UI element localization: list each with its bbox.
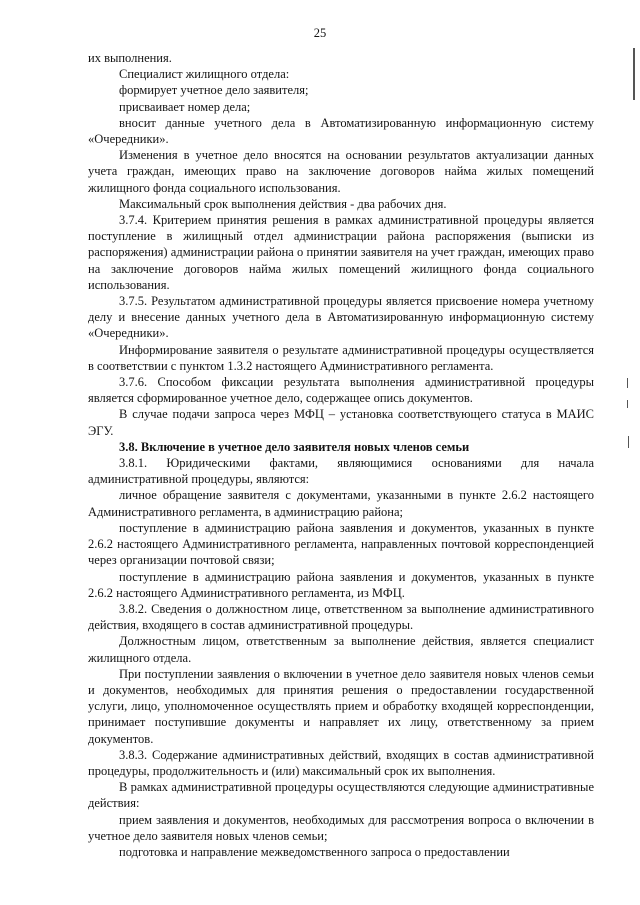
paragraph: прием заявления и документов, необходимых для рассмотрения вопроса о включении в учетное дело заявителя новых членов семьи; xyxy=(88,812,594,843)
scan-edge-mark xyxy=(627,400,628,408)
paragraph: Информирование заявителя о результате административной процедуры осуществляется в соответствии с пунктом 1.3.2 настоящего Административного регламента. xyxy=(88,342,594,373)
paragraph: 3.8.3. Содержание административных действий, входящих в состав административной процедуры, продолжительность и (или) максимальный срок их выполнения. xyxy=(88,747,594,778)
paragraph: вносит данные учетного дела в Автоматизированную информационную систему «Очередники». xyxy=(88,115,594,147)
paragraph: поступление в администрацию района заявления и документов, указанных в пункте 2.6.2 настоящего Административного регламента, из МФЦ. xyxy=(88,569,594,600)
paragraph: В случае подачи запроса через МФЦ – установка соответствующего статуса в МАИС ЭГУ. xyxy=(88,407,594,438)
paragraph: личное обращение заявителя с документами, указанными в пункте 2.6.2 настоящего Административного регламента, в администрацию района; xyxy=(88,488,594,519)
scan-edge-mark xyxy=(627,378,628,388)
scan-edge-mark xyxy=(633,48,635,100)
paragraph: 3.7.6. Способом фиксации результата выполнения административной процедуры является сформированное учетное дело, содержащее опись документов. xyxy=(88,375,594,406)
paragraph: В рамках административной процедуры осуществляются следующие административные действия: xyxy=(88,780,594,811)
paragraph: Специалист жилищного отдела: xyxy=(119,67,290,82)
paragraph: подготовка и направление межведомственного запроса о предоставлении xyxy=(119,844,510,859)
paragraph: формирует учетное дело заявителя; xyxy=(119,83,309,98)
page-number: 25 xyxy=(313,26,327,40)
paragraph: поступление в администрацию района заявления и документов, указанных в пункте 2.6.2 настоящего Административного регламента, направленных почтовой корреспонденцией через организации почтовой связи; xyxy=(88,520,594,568)
section-heading: 3.8. Включение в учетное дело заявителя новых членов семьи xyxy=(119,439,470,454)
paragraph: 3.7.4. Критерием принятия решения в рамках административной процедуры является поступление в жилищный отдел администрации района распоряжения (выписки из распоряжения) администрации района о принятии заявителя на учет граждан, имеющих право на заключение договоров найма жилых помещений жилищного фонда социального использования. xyxy=(88,213,594,292)
paragraph: 3.8.2. Сведения о должностном лице, ответственном за выполнение административного действия, входящего в состав административной процедуры. xyxy=(88,601,594,633)
paragraph: их выполнения. xyxy=(88,51,172,65)
paragraph: 3.7.5. Результатом административной процедуры является присвоение номера учетному делу и внесение данных учетного дела в Автоматизированную информационную систему «Очередники». xyxy=(88,294,594,341)
paragraph: При поступлении заявления о включении в учетное дело заявителя новых членов семьи и документов, необходимых для принятия решения о предоставлении государственной услуги, лицо, уполномоченное осуществлять прием и обработку входящей корреспонденции, принимает поступившие документы и направляет их лицу, ответственному за прием документов. xyxy=(88,666,594,746)
paragraph: присваивает номер дела; xyxy=(119,99,251,114)
paragraph: 3.8.1. Юридическими фактами, являющимися основаниями для начала административной процедуры, являются: xyxy=(88,456,594,487)
scan-edge-mark xyxy=(628,436,629,448)
paragraph: Изменения в учетное дело вносятся на основании результатов актуализации данных учета граждан, имеющих право на заключение договоров найма жилых помещений жилищного фонда социального использования. xyxy=(88,148,594,195)
paragraph: Должностным лицом, ответственным за выполнение действия, является специалист жилищного отдела. xyxy=(88,634,594,665)
paragraph: Максимальный срок выполнения действия - два рабочих дня. xyxy=(119,196,447,211)
document-body xyxy=(88,50,594,860)
